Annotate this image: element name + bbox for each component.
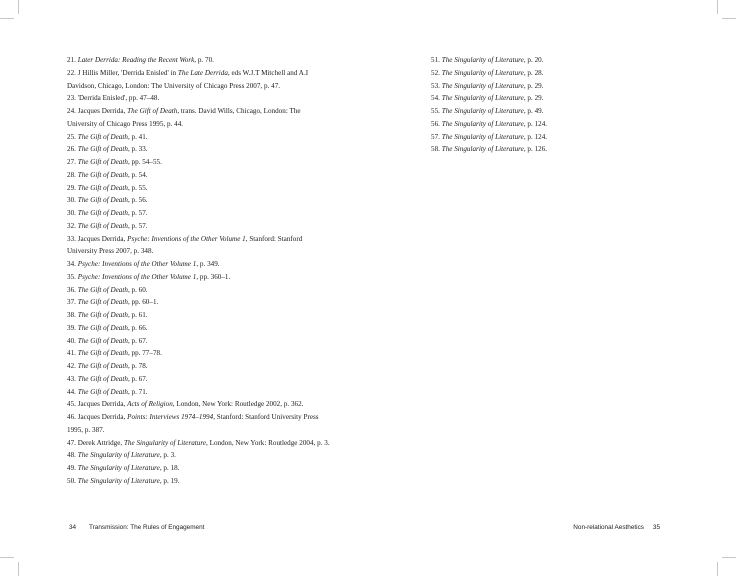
endnote-title: The Gift of Death (77, 311, 128, 319)
running-title-left: Transmission: The Rules of Engagement (89, 524, 205, 531)
endnote-prefix: J Hillis Miller, 'Derrida Enisled' in (77, 68, 178, 77)
endnote (67, 233, 332, 259)
footer-right (573, 524, 660, 531)
endnote-suffix: , p. 33. (127, 145, 148, 154)
endnote-number: 24. (67, 107, 76, 115)
endnote-title: The Gift of Death (77, 209, 128, 217)
endnote-number: 35. (67, 272, 76, 281)
endnote-title: The Singularity of Literature (77, 451, 160, 460)
endnote (67, 220, 332, 233)
endnote-prefix: Jacques Derrida, (77, 400, 128, 409)
endnote (431, 54, 661, 67)
endnote-title: The Gift of Death (77, 336, 128, 345)
endnote-title: Acts of Religion (127, 400, 173, 409)
endnote (431, 118, 661, 131)
endnote-number: 48. (67, 451, 76, 460)
endnote-title: The Singularity of Literature (77, 476, 160, 485)
endnote-title: The Singularity of Literature (441, 119, 524, 128)
endnote-suffix: , pp. 77–78. (127, 349, 162, 358)
endnote-title: The Singularity of Literature (441, 56, 524, 64)
endnote-suffix: , p. 29. (523, 81, 544, 90)
page-number-left: 34 (69, 524, 77, 531)
endnote (67, 296, 332, 309)
endnote-number: 44. (67, 387, 76, 396)
endnote-title: The Gift of Death (77, 132, 128, 141)
endnote-title: Later Derrida: Reading the Recent Work (77, 56, 195, 64)
endnote-title: The Singularity of Literature (77, 464, 160, 472)
endnote (67, 398, 332, 411)
endnote-title: The Gift of Death (77, 183, 128, 192)
endnote-number: 29. (67, 183, 76, 192)
endnote-number: 47. (67, 438, 76, 447)
running-title-right: Non-relational Aesthetics (573, 524, 644, 531)
endnote-number: 58. (431, 145, 440, 154)
endnote-title: The Gift of Death (77, 362, 128, 370)
endnote-suffix: , p. 349. (196, 260, 220, 268)
endnote (67, 194, 332, 207)
endnote (67, 92, 332, 105)
endnote-number: 37. (67, 298, 76, 307)
endnote-title: The Gift of Death (77, 387, 128, 396)
endnote (67, 284, 332, 297)
endnote-suffix: , p. 54. (127, 170, 148, 179)
endnote-title: Psyche: Inventions of the Other Volume 1 (127, 234, 246, 243)
crop-mark-top-right-v (717, 0, 718, 14)
endnote-suffix: , p. 20. (523, 56, 544, 64)
endnote-suffix: , pp. 54–55. (127, 158, 162, 166)
endnote-title: The Gift of Death (77, 298, 128, 307)
footer-left (69, 524, 204, 531)
endnote-number: 45. (67, 400, 76, 409)
endnote-number: 42. (67, 362, 76, 370)
endnote (431, 67, 661, 80)
endnote-title: The Gift of Death (77, 196, 128, 205)
endnote-number: 26. (67, 145, 76, 154)
endnote (67, 156, 332, 169)
endnote-number: 30. (67, 209, 76, 217)
endnote-suffix: , p. 126. (523, 145, 548, 154)
endnote (67, 335, 332, 348)
crop-mark-bottom-right-h (722, 557, 736, 558)
endnote-title: Psyche: Inventions of the Other Volume 1 (77, 260, 197, 268)
endnote-title: Points: Interviews 1974–1994 (127, 413, 214, 421)
endnote-number: 46. (67, 413, 76, 421)
endnote (67, 449, 332, 462)
endnote (67, 67, 332, 93)
endnote-number: 34. (67, 260, 76, 268)
endnote-suffix: , p. 66. (127, 323, 148, 332)
endnote-prefix: Jacques Derrida, (77, 234, 128, 243)
endnote (431, 92, 661, 105)
endnote-suffix: , p. 29. (523, 94, 544, 103)
endnote-title: The Singularity of Literature (441, 132, 524, 141)
endnote-number: 22. (67, 68, 76, 77)
endnote-number: 21. (67, 56, 76, 64)
endnote-suffix: , p. 67. (127, 336, 148, 345)
endnote (67, 462, 332, 475)
endnote-suffix: , Stanford: Stanford University Press 1995, p. 387. (67, 413, 319, 434)
crop-mark-top-left-h (0, 18, 14, 19)
endnote-number: 40. (67, 336, 76, 345)
endnote-title: The Gift of Death (77, 145, 128, 154)
endnote-suffix: , p. 57. (127, 221, 148, 230)
endnote-suffix: , p. 67. (127, 374, 148, 383)
page-number-right: 35 (652, 524, 660, 531)
endnote-number: 51. (431, 56, 440, 64)
endnote-suffix: , pp. 60–1. (127, 298, 159, 307)
endnote-number: 52. (431, 68, 440, 77)
endnote-suffix: , p. 124. (523, 119, 548, 128)
endnotes-right-column (431, 54, 661, 156)
endnote (67, 309, 332, 322)
endnote-title: Psyche: Inventions of the Other Volume 1 (77, 272, 197, 281)
endnote (67, 182, 332, 195)
endnote-number: 39. (67, 323, 76, 332)
endnote-number: 28. (67, 170, 76, 179)
endnote-suffix: , p. 61. (127, 311, 148, 319)
endnote-number: 36. (67, 285, 76, 294)
endnote (67, 143, 332, 156)
endnote-number: 25. (67, 132, 76, 141)
endnote-title: The Gift of Death (77, 170, 128, 179)
endnote (67, 347, 332, 360)
endnotes-left-column (67, 54, 332, 488)
endnote (67, 169, 332, 182)
endnote-number: 33. (67, 234, 76, 243)
endnote-title: The Singularity of Literature (441, 81, 524, 90)
endnote-suffix: , p. 41. (127, 132, 148, 141)
endnote (67, 360, 332, 373)
endnote (67, 271, 332, 284)
endnote-suffix: , p. 56. (127, 196, 148, 205)
endnote-prefix: Derek Attridge, (77, 438, 124, 447)
endnote-suffix: , London, New York: Routledge 2004, p. 3. (206, 438, 330, 447)
endnote-title: The Singularity of Literature (441, 145, 524, 154)
endnote-suffix: , London, New York: Routledge 2002, p. 362. (172, 400, 304, 409)
endnote (67, 373, 332, 386)
endnote (67, 322, 332, 335)
endnote-number: 54. (431, 94, 440, 103)
crop-mark-top-right-h (722, 18, 736, 19)
endnote (67, 105, 332, 131)
endnote-suffix: , p. 124. (523, 132, 548, 141)
endnote (67, 131, 332, 144)
endnote-title: The Singularity of Literature (123, 438, 207, 447)
endnote-suffix: , p. 28. (523, 68, 544, 77)
endnote-title: The Gift of Death (77, 285, 128, 294)
endnote-number: 27. (67, 158, 76, 166)
endnote (67, 411, 332, 437)
endnote-suffix: , p. 18. (159, 464, 180, 472)
endnote-title: The Gift of Death (77, 374, 128, 383)
endnote-suffix: , p. 78. (127, 362, 148, 370)
endnote (431, 105, 661, 118)
endnote-suffix: , p. 55. (127, 183, 148, 192)
endnote (67, 437, 332, 450)
endnote (67, 386, 332, 399)
endnote-number: 50. (67, 476, 76, 485)
crop-mark-bottom-left-v (18, 562, 19, 576)
endnote-number: 38. (67, 311, 76, 319)
endnote-number: 56. (431, 119, 440, 128)
endnote-suffix: , p. 3. (159, 451, 176, 460)
endnote-prefix: 'Derrida Enisled', pp. 47–48. (77, 94, 160, 103)
endnote-suffix: , p. 70. (194, 56, 214, 64)
crop-mark-bottom-right-v (717, 562, 718, 576)
endnote (67, 207, 332, 220)
endnote-prefix: Jacques Derrida, (77, 413, 128, 421)
endnote (431, 143, 661, 156)
endnote-title: The Singularity of Literature (441, 94, 524, 103)
crop-mark-bottom-left-h (0, 557, 14, 558)
endnote-prefix: Jacques Derrida, (77, 107, 128, 115)
endnote-title: The Gift of Death (127, 107, 178, 115)
endnote (431, 80, 661, 93)
endnote (431, 131, 661, 144)
endnote-title: The Gift of Death (77, 349, 128, 358)
endnote-number: 30. (67, 196, 76, 205)
endnote-number: 55. (431, 107, 440, 115)
endnote-title: The Singularity of Literature (441, 68, 524, 77)
endnote-number: 49. (67, 464, 76, 472)
endnote-number: 32. (67, 221, 76, 230)
endnote-suffix: , p. 71. (127, 387, 148, 396)
endnote-suffix: , p. 57. (127, 209, 148, 217)
endnote-number: 43. (67, 374, 76, 383)
endnote (67, 475, 332, 488)
endnote-number: 23. (67, 94, 76, 103)
crop-mark-top-left-v (18, 0, 19, 14)
endnote-title: The Late Derrida (177, 68, 228, 77)
endnote-number: 41. (67, 349, 76, 358)
endnote-suffix: , eds W.J.T Mitchell and A.I Davidson, Chicago, London: The University of Chicago Press 2007, p. 47. (67, 68, 309, 90)
endnote-number: 53. (431, 81, 440, 90)
endnote (67, 258, 332, 271)
endnote-suffix: , p. 60. (127, 285, 148, 294)
endnote-suffix: , p. 19. (159, 476, 180, 485)
endnote (67, 54, 332, 67)
endnote-title: The Gift of Death (77, 221, 128, 230)
endnote-title: The Gift of Death (77, 323, 128, 332)
endnote-suffix: , trans. David Wills, Chicago, London: The University of Chicago Press 1995, p. 44. (67, 107, 301, 128)
endnote-number: 57. (431, 132, 440, 141)
endnote-title: The Singularity of Literature (441, 107, 524, 115)
endnote-suffix: , pp. 360–1. (196, 272, 231, 281)
endnote-suffix: , Stanford: Stanford University Press 2007, p. 348. (67, 234, 303, 256)
endnote-suffix: , p. 49. (523, 107, 544, 115)
endnote-title: The Gift of Death (77, 158, 128, 166)
